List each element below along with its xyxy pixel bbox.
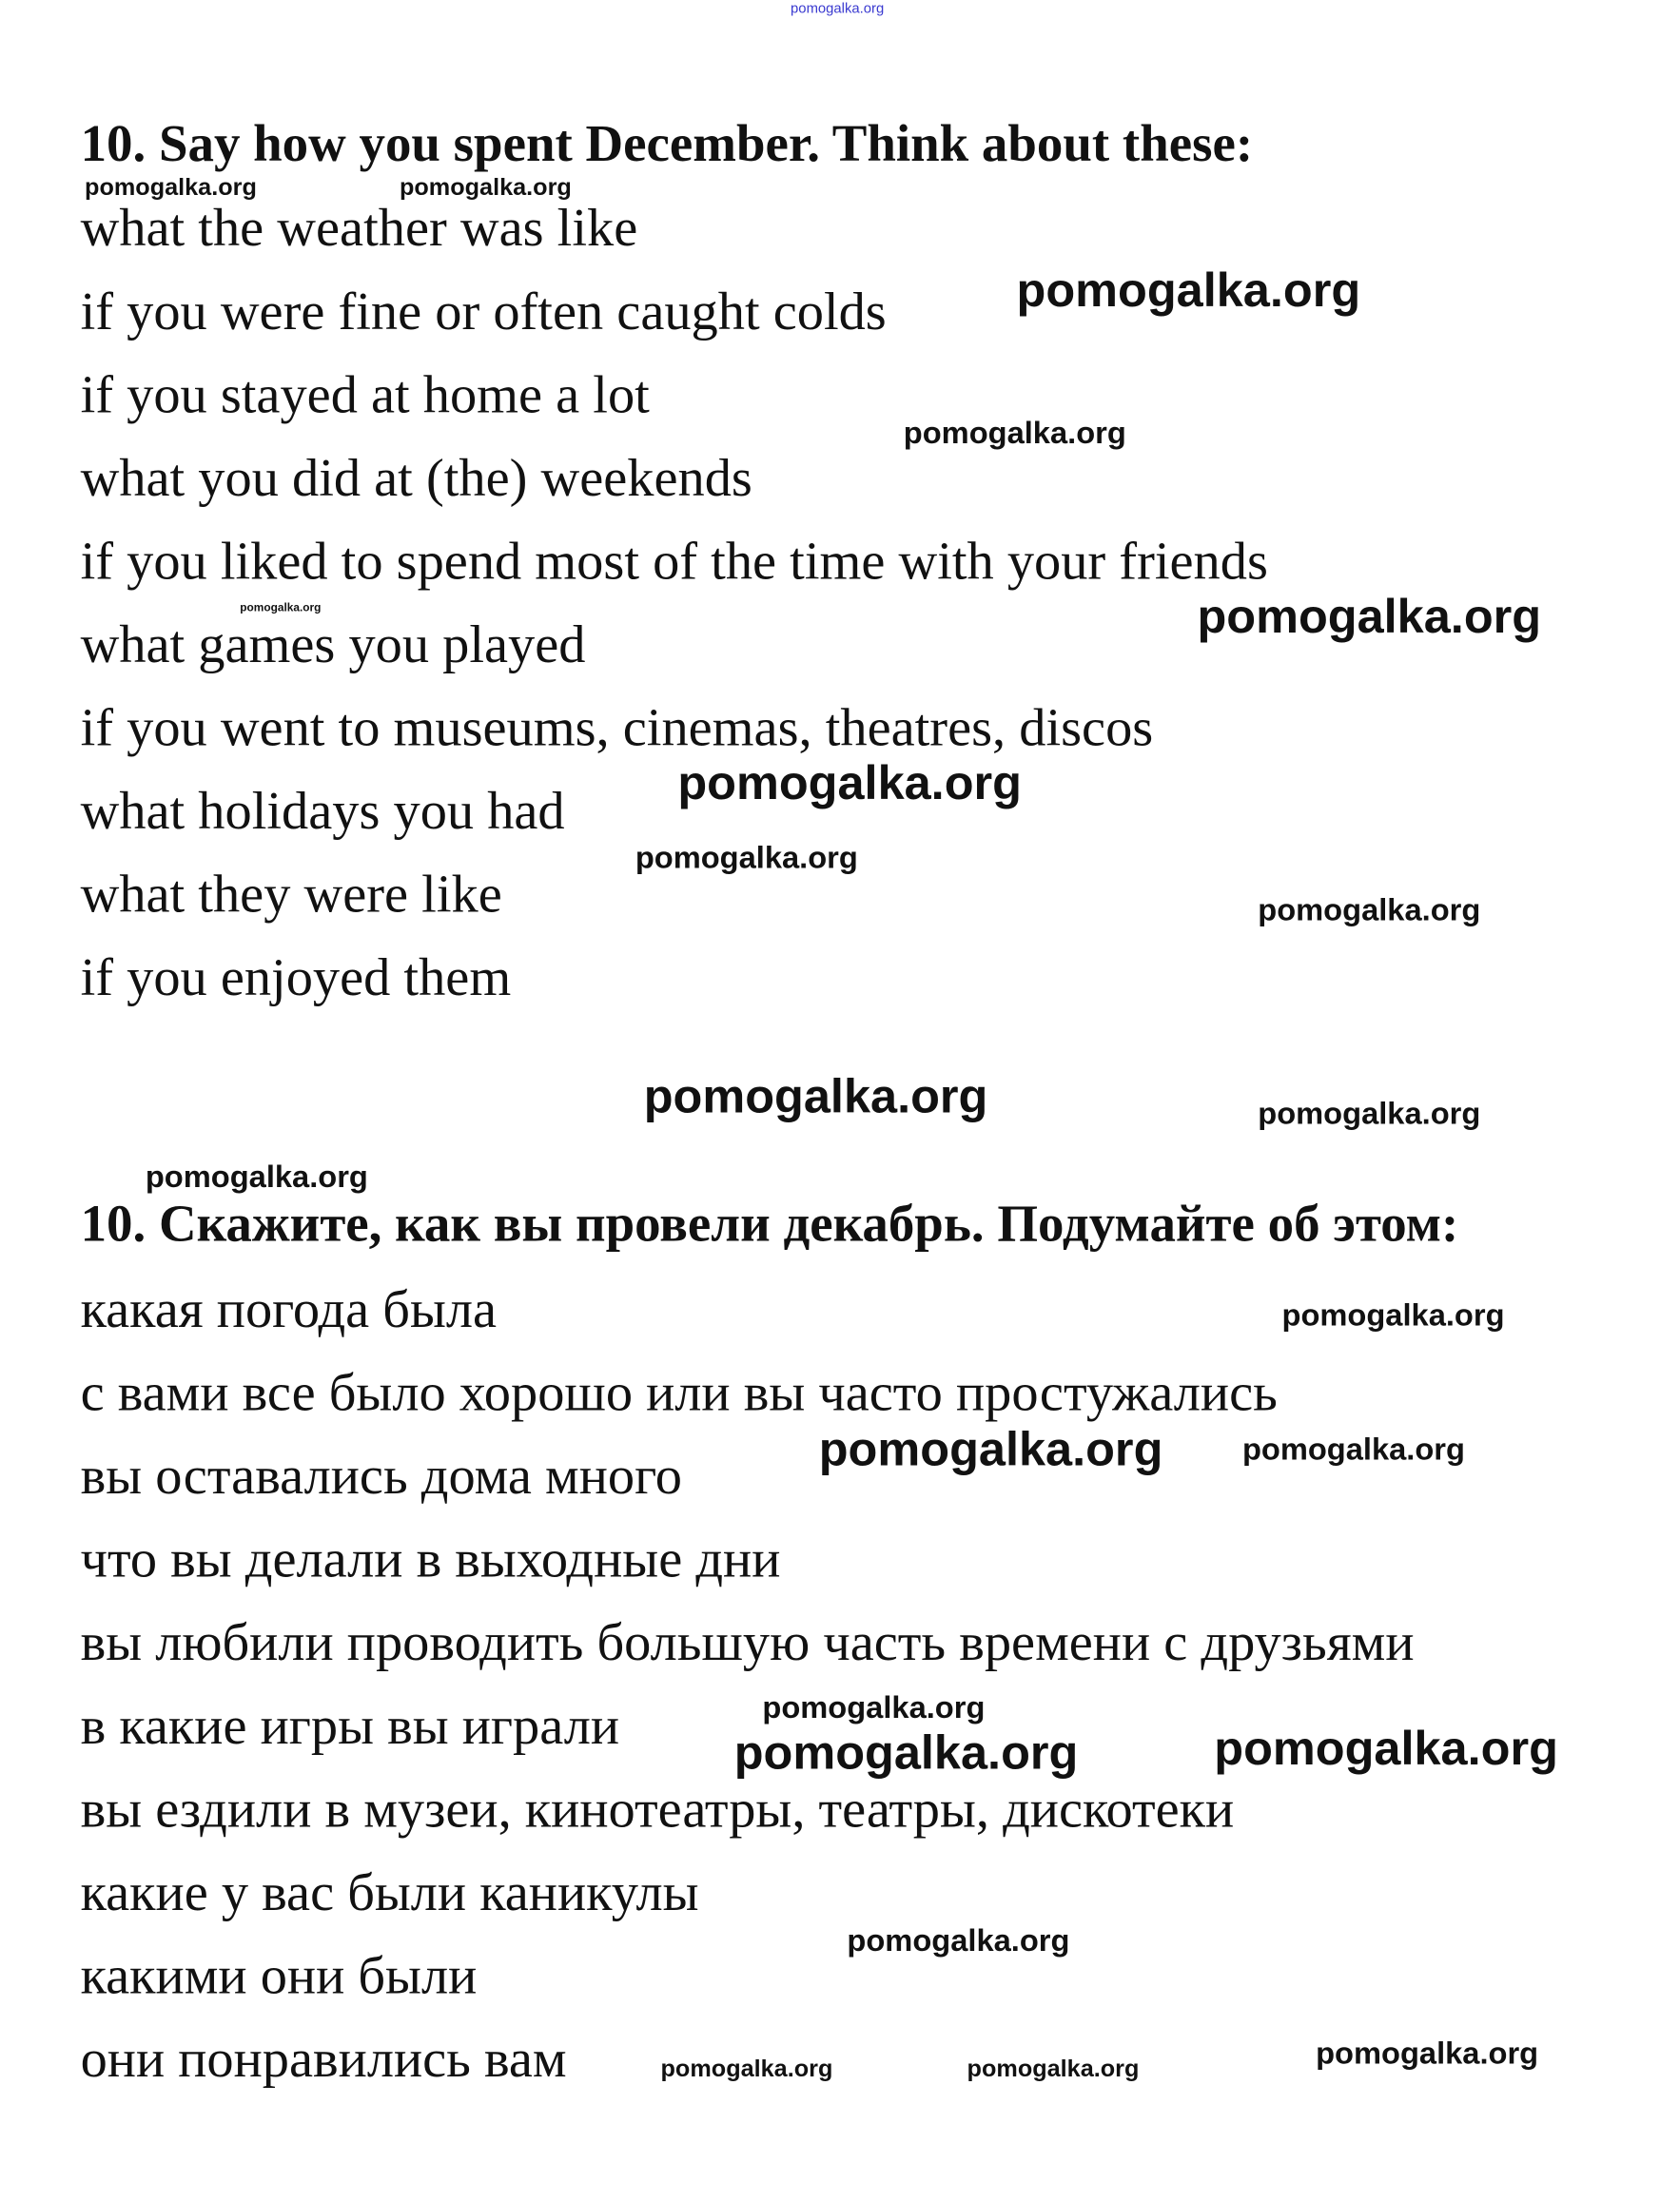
- russian-line: вы оставались дома много: [80, 1447, 683, 1507]
- russian-title: 10. Скажите, как вы провели декабрь. Подумайте об этом:: [80, 1195, 1459, 1254]
- english-line: what games you played: [80, 615, 586, 675]
- english-line: if you liked to spend most of the time with your friends: [80, 532, 1268, 592]
- watermark: pomogalka.org: [1281, 1296, 1505, 1333]
- watermark: pomogalka.org: [1016, 263, 1361, 318]
- watermark: pomogalka.org: [791, 1, 885, 17]
- watermark: pomogalka.org: [399, 173, 572, 201]
- watermark: pomogalka.org: [660, 2055, 833, 2082]
- russian-line: какими они были: [80, 1946, 478, 2006]
- watermark: pomogalka.org: [733, 1725, 1079, 1781]
- watermark: pomogalka.org: [677, 756, 1022, 810]
- russian-line: что вы делали в выходные дни: [80, 1530, 781, 1590]
- watermark: pomogalka.org: [85, 173, 257, 201]
- watermark: pomogalka.org: [1241, 1431, 1465, 1467]
- russian-line: вы любили проводить большую часть времени с друзьями: [80, 1613, 1415, 1673]
- watermark: pomogalka.org: [818, 1422, 1163, 1477]
- watermark: pomogalka.org: [1258, 1095, 1481, 1131]
- watermark: pomogalka.org: [643, 1069, 988, 1124]
- russian-line: в какие игры вы играли: [80, 1696, 620, 1757]
- watermark: pomogalka.org: [1258, 891, 1481, 928]
- english-line: if you went to museums, cinemas, theatres, discos: [80, 698, 1154, 758]
- watermark: pomogalka.org: [145, 1159, 368, 1195]
- watermark: pomogalka.org: [903, 415, 1126, 451]
- watermark: pomogalka.org: [847, 1922, 1070, 1958]
- english-line: what you did at (the) weekends: [80, 448, 752, 509]
- watermark: pomogalka.org: [240, 601, 322, 614]
- english-line: if you stayed at home a lot: [80, 365, 650, 425]
- russian-line: они понравились вам: [80, 2030, 567, 2090]
- watermark: pomogalka.org: [635, 839, 858, 876]
- english-line: if you were fine or often caught colds: [80, 282, 887, 342]
- english-line: if you enjoyed them: [80, 948, 512, 1008]
- watermark: pomogalka.org: [967, 2055, 1140, 2082]
- watermark: pomogalka.org: [1214, 1722, 1558, 1776]
- russian-line: с вами все было хорошо или вы часто простужались: [80, 1363, 1278, 1423]
- english-title: 10. Say how you spent December. Think about these:: [80, 115, 1254, 174]
- watermark: pomogalka.org: [762, 1689, 986, 1725]
- russian-line: какая погода была: [80, 1280, 498, 1340]
- english-line: what they were like: [80, 865, 502, 926]
- watermark: pomogalka.org: [1197, 590, 1542, 644]
- watermark: pomogalka.org: [1316, 2035, 1539, 2072]
- russian-line: какие у вас были каникулы: [80, 1862, 699, 1923]
- english-line: what holidays you had: [80, 782, 565, 842]
- russian-line: вы ездили в музеи, кинотеатры, театры, дискотеки: [80, 1780, 1235, 1840]
- english-line: what the weather was like: [80, 199, 638, 259]
